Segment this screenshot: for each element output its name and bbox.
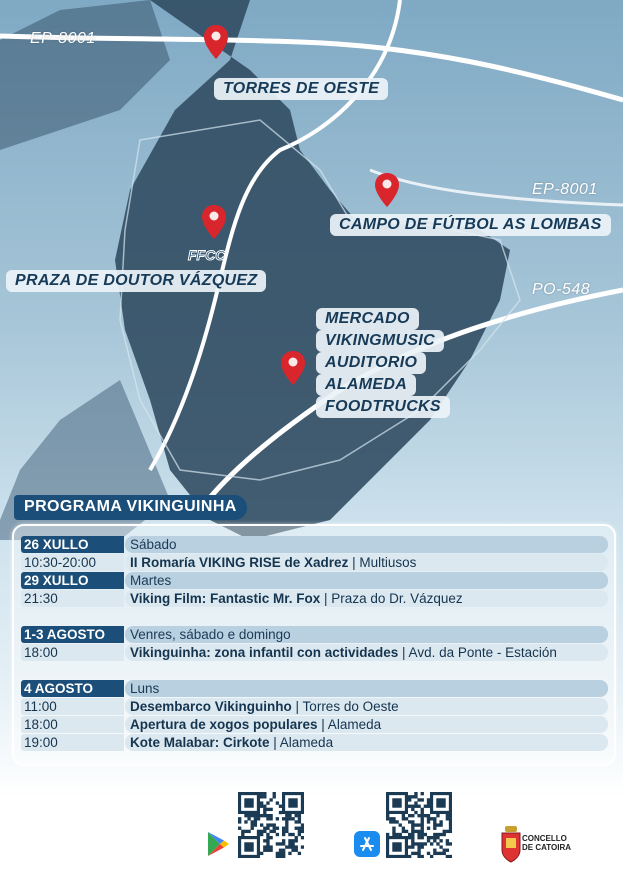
time-cell: 10:30-20:00 [21,554,124,571]
road-label-ep8001-top: EP-8001 [30,30,96,47]
place-label-alameda: ALAMEDA [316,374,416,396]
event-cell [125,554,608,571]
weekday-cell: Luns [125,680,608,697]
event-venue: | Avd. da Ponte - Estación [398,645,557,660]
place-label-vikingmusic: VIKINGMUSIC [316,330,444,352]
logo-text [522,834,571,852]
event-title: II Romaría VIKING RISE de Xadrez [130,555,349,570]
event-cell [125,698,608,715]
place-label-foodtrucks: FOODTRUCKS [316,396,450,418]
event-title: Viking Film: Fantastic Mr. Fox [130,591,321,606]
qr-code-app-store[interactable] [386,792,452,858]
date-cell: 4 AGOSTO [21,680,124,697]
event-venue: | Praza do Dr. Vázquez [320,591,463,606]
qr-code-google-play[interactable] [238,792,304,858]
event-title: Kote Malabar: Cirkote [130,735,270,750]
logo-line-2: DE CATOIRA [522,843,572,852]
weekday-cell: Sábado [125,536,608,553]
location-pin-icon [201,204,227,240]
date-cell: 1-3 AGOSTO [21,626,124,643]
date-cell: 29 XULLO [21,572,124,589]
date-cell: 26 XULLO [21,536,124,553]
event-cell [125,716,608,733]
logo-line-1: CONCELLO [522,834,567,843]
event-venue: | Multiusos [348,555,417,570]
coat-of-arms-icon [501,824,521,864]
road-label-ep8001-right: EP-8001 [532,181,598,198]
place-label-mercado: MERCADO [316,308,419,330]
weekday-cell: Martes [125,572,608,589]
event-title: Vikinguinha: zona infantil con actividades [130,645,399,660]
event-venue: | Alameda [317,717,382,732]
event-venue: | Torres do Oeste [291,699,399,714]
place-label-auditorio: AUDITORIO [316,352,426,374]
program-table [12,524,616,766]
google-play-icon[interactable] [206,831,230,857]
time-cell: 18:00 [21,644,124,661]
place-label-praza-doutor-vazquez: PRAZA DE DOUTOR VÁZQUEZ [6,270,266,292]
time-cell: 18:00 [21,716,124,733]
event-cell [125,734,608,751]
place-label-campo-de-futbol: CAMPO DE FÚTBOL AS LOMBAS [330,214,611,236]
event-venue: | Alameda [269,735,334,750]
event-title: Desembarco Vikinguinho [130,699,292,714]
app-store-icon[interactable] [354,831,380,857]
location-pin-icon [374,172,400,208]
weekday-cell: Venres, sábado e domingo [125,626,608,643]
time-cell: 19:00 [21,734,124,751]
event-title: Apertura de xogos populares [130,717,318,732]
location-pin-icon [203,24,229,60]
location-pin-icon [280,350,306,386]
place-label-torres-de-oeste: TORRES DE OESTE [214,78,388,100]
place-label-ffcc: FFCC [188,247,226,263]
time-cell: 11:00 [21,698,124,715]
event-cell [125,644,608,661]
event-cell [125,590,608,607]
program-title: PROGRAMA VIKINGUINHA [14,495,247,520]
time-cell: 21:30 [21,590,124,607]
road-label-po548: PO-548 [532,281,591,298]
